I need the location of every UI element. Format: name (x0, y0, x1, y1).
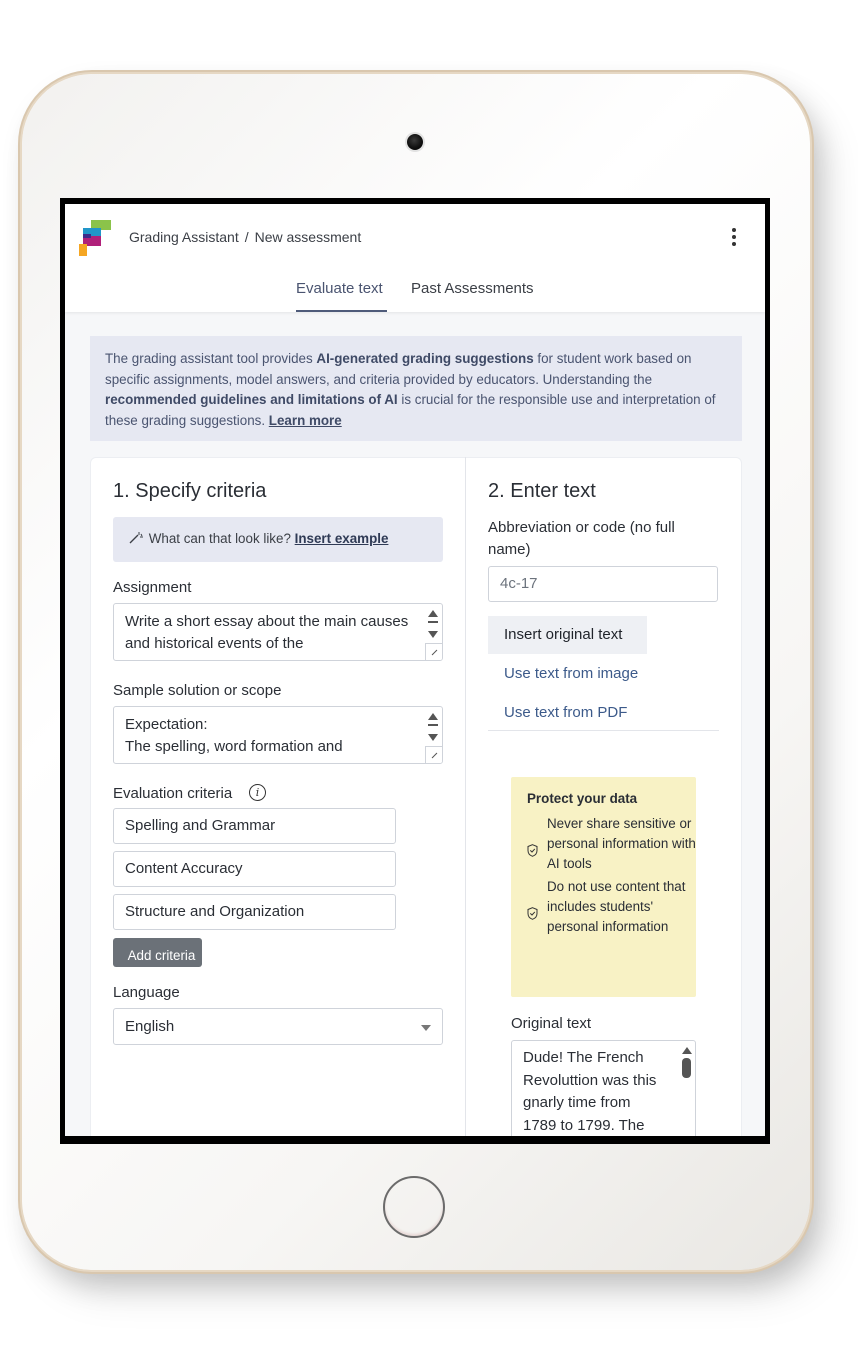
insert-example-link[interactable]: Insert example (294, 531, 389, 546)
home-button[interactable] (383, 1176, 445, 1238)
breadcrumb (129, 229, 361, 245)
scrollbar-thumb[interactable] (428, 621, 438, 623)
scroll-up-arrow-icon[interactable] (682, 1047, 692, 1054)
scrollbar-thumb[interactable] (682, 1058, 691, 1078)
protect-data-text: Do not use content that includes students' personal information (547, 879, 686, 934)
criteria-input-content[interactable]: Content Accuracy (113, 851, 396, 887)
app-logo-icon (79, 220, 111, 256)
scroll-down-arrow-icon[interactable] (428, 734, 438, 741)
app-screen (65, 204, 765, 1136)
protect-data-box (511, 777, 696, 997)
enter-text-section-title: 2. Enter text (488, 480, 596, 502)
language-value: English (125, 1018, 175, 1035)
camera-icon (407, 134, 423, 150)
tab-past-assessments[interactable]: Past Assessments (411, 280, 534, 297)
resize-handle-icon[interactable] (425, 746, 442, 763)
insert-original-text-tab[interactable]: Insert original text (488, 616, 647, 654)
learn-more-link[interactable]: Learn more (268, 412, 342, 428)
sample-solution-label: Sample solution or scope (113, 682, 282, 699)
ai-notice-banner (90, 336, 742, 441)
original-text-label: Original text (511, 1015, 592, 1032)
example-prompt-text: What can that look like? (148, 531, 291, 546)
abbreviation-label: Abbreviation or code (no full name) (488, 519, 675, 558)
example-hint-box (113, 517, 443, 562)
use-text-from-image-tab[interactable]: Use text from image (504, 665, 639, 682)
scroll-down-arrow-icon[interactable] (428, 631, 438, 638)
notice-text: for student work based on specific assignments, model answers, and criteria provided by educators. Understanding the (105, 351, 692, 387)
scrollbar-thumb[interactable] (428, 724, 438, 726)
original-text-textarea[interactable] (511, 1040, 696, 1136)
shield-icon (527, 844, 538, 857)
chevron-down-icon (421, 1025, 431, 1031)
options-divider (488, 730, 719, 731)
info-icon[interactable]: i (249, 784, 266, 801)
abbreviation-input[interactable]: 4c-17 (488, 566, 718, 602)
tab-bar (65, 280, 765, 312)
resize-handle-icon[interactable] (425, 643, 442, 660)
criteria-input-structure[interactable]: Structure and Organization (113, 894, 396, 930)
protect-data-item (527, 877, 702, 937)
active-tab-indicator (296, 310, 387, 312)
scroll-up-arrow-icon[interactable] (428, 610, 438, 617)
tab-evaluate-text[interactable]: Evaluate text (296, 280, 383, 297)
assignment-value: Write a short essay about the main causes and historical events of the (125, 613, 409, 652)
original-text-value: Dude! The French Revoluttion was this gnarly time from 1789 to 1799. The (523, 1049, 657, 1134)
scroll-up-arrow-icon[interactable] (428, 713, 438, 720)
sample-solution-line: The spelling, word formation and (125, 738, 343, 755)
notice-bold-text: AI-generated grading suggestions (316, 351, 534, 366)
assignment-label: Assignment (113, 579, 192, 596)
breadcrumb-item-home[interactable]: Grading Assistant (129, 229, 239, 245)
protect-data-title: Protect your data (527, 791, 638, 806)
criteria-section-title: 1. Specify criteria (113, 480, 267, 502)
language-select[interactable] (113, 1008, 443, 1045)
protect-data-item (527, 814, 702, 874)
evaluation-criteria-label: Evaluation criteria (113, 785, 233, 802)
breadcrumb-item-current: New assessment (254, 229, 362, 245)
shield-icon (527, 907, 538, 920)
notice-text: is crucial for the responsible use and interpretation of these grading suggestions. (105, 392, 716, 428)
language-label: Language (113, 984, 180, 1001)
notice-bold-text: recommended guidelines and limitations of AI (105, 392, 398, 407)
assignment-textarea[interactable] (113, 603, 443, 661)
protect-data-text: Never share sensitive or personal information with AI tools (547, 816, 696, 871)
kebab-menu-icon[interactable] (729, 226, 739, 248)
breadcrumb-separator: / (244, 229, 249, 245)
use-text-from-pdf-tab[interactable]: Use text from PDF (504, 704, 628, 721)
sample-solution-textarea[interactable] (113, 706, 443, 764)
sample-solution-value (125, 714, 415, 758)
criteria-input-spelling[interactable]: Spelling and Grammar (113, 808, 396, 844)
sample-solution-line: Expectation: (125, 716, 208, 733)
notice-text: The grading assistant tool provides (105, 351, 317, 366)
app-header (65, 204, 765, 312)
magic-wand-icon (129, 532, 143, 544)
column-divider (465, 457, 466, 1136)
add-criteria-button[interactable]: Add criteria (113, 938, 202, 967)
